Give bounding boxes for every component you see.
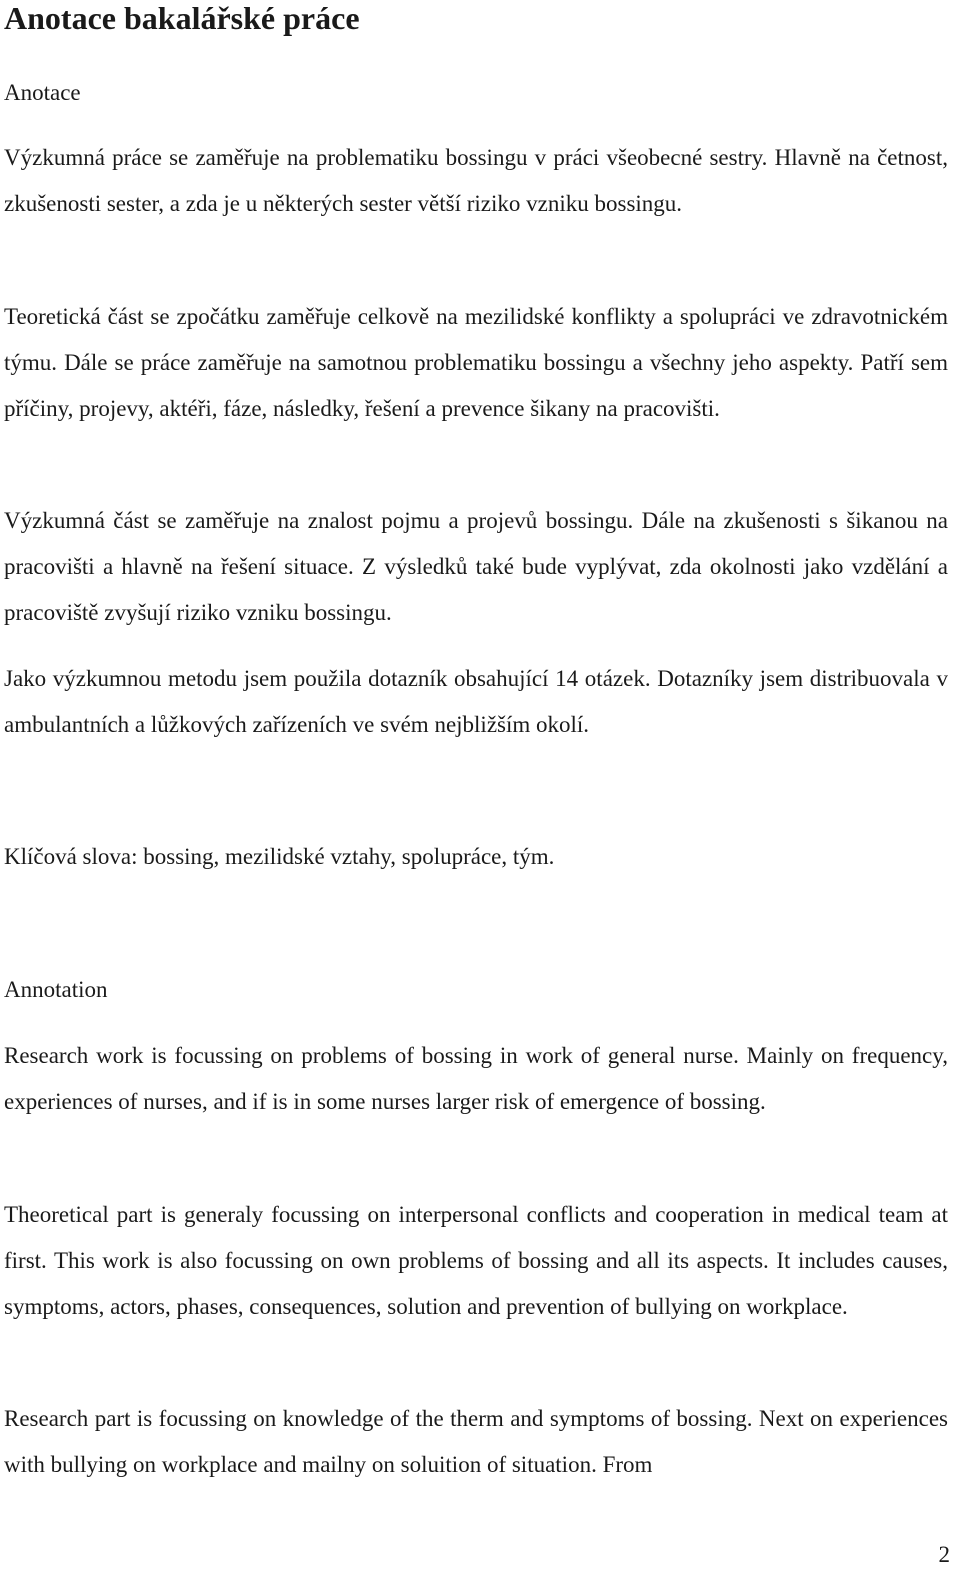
annotation-heading-cz: Anotace [4,80,81,105]
paragraph-cz-3: Výzkumná část se zaměřuje na znalost pojmu a projevů bossingu. Dále na zkušenosti s šikanou na pracovišti a hlavně na řešení situace. Z výsledků také bude vyplývat, zda okolnosti jako vzdělání a pracoviště zvyšují riziko vzniku bossingu. [4,508,948,625]
paragraph-en-1: Research work is focussing on problems of bossing in work of general nurse. Mainly on frequency, experiences of nurses, and if is in some nurses larger risk of emergence of bossing. [4,1043,948,1114]
paragraph-en-2: Theoretical part is generaly focussing on interpersonal conflicts and cooperation in medical team at first. This work is also focussing on own problems of bossing and all its aspects. It includes causes, symptoms, actors, phases, consequences, solution and prevention of bullying on workplace. [4,1202,948,1319]
paragraph-cz-2: Teoretická část se zpočátku zaměřuje celkově na mezilidské konflikty a spolupráci ve zdravotnickém týmu. Dále se práce zaměřuje na samotnou problematiku bossingu a všechny jeho aspekty. Patří sem příčiny, projevy, aktéři, fáze, následky, řešení a prevence šikany na pracovišti. [4,304,948,421]
keywords-cz: Klíčová slova: bossing, mezilidské vztahy, spolupráce, tým. [4,844,555,869]
page-number: 2 [938,1542,950,1567]
paragraph-cz-4: Jako výzkumnou metodu jsem použila dotazník obsahující 14 otázek. Dotazníky jsem distribuovala v ambulantních a lůžkových zařízeních ve svém nejbližším okolí. [4,666,948,737]
paragraph-en-3: Research part is focussing on knowledge of the therm and symptoms of bossing. Next on experiences with bullying on workplace and mailny on soluition of situation. From [4,1406,948,1477]
paragraph-cz-1: Výzkumná práce se zaměřuje na problematiku bossingu v práci všeobecné sestry. Hlavně na četnost, zkušenosti sester, a zda je u některých sester větší riziko vzniku bossingu. [4,145,948,216]
document-title: Anotace bakalářské práce [4,0,360,36]
annotation-heading-en: Annotation [4,977,108,1002]
